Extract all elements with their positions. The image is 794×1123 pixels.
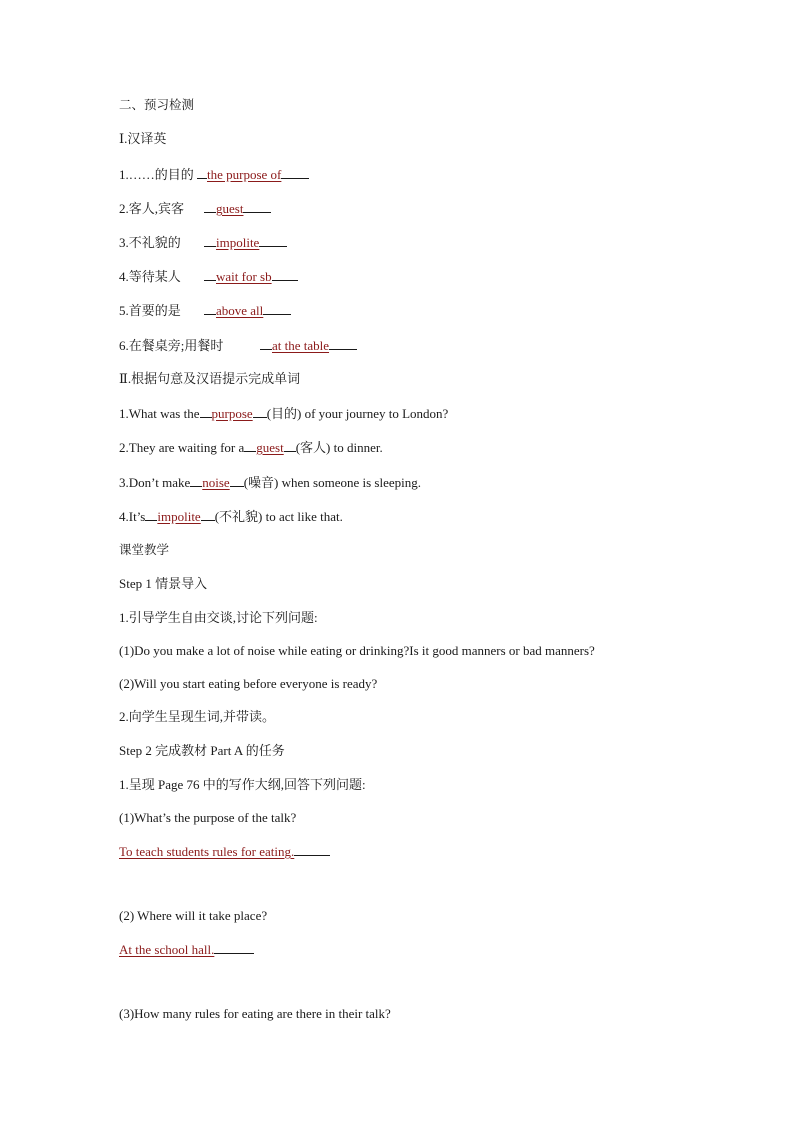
step2-answer-line <box>119 941 254 958</box>
item-answer: above all <box>216 303 264 318</box>
item-answer: guest <box>256 440 284 455</box>
step2-question: (2) Where will it take place? <box>119 908 268 923</box>
step2-title: Step 2 完成教材 Part A 的任务 <box>119 743 285 758</box>
step1-line: (2)Will you start eating before everyone is ready? <box>119 676 378 691</box>
item-before: 2.They are waiting for a <box>119 440 245 455</box>
step2-answer: To teach students rules for eating. <box>119 844 295 859</box>
item-prompt: 4.等待某人 <box>119 269 181 284</box>
part2-item <box>119 405 448 422</box>
section-preview-heading: 二、预习检测 <box>119 97 195 112</box>
item-answer: guest <box>216 201 244 216</box>
part1-item <box>119 234 287 251</box>
item-answer: noise <box>202 475 230 490</box>
item-after: (目的) of your journey to London? <box>266 406 449 421</box>
step2-answer: At the school hall. <box>119 942 215 957</box>
item-after: (客人) to dinner. <box>295 440 383 455</box>
part1-item <box>119 337 357 354</box>
item-answer: at the table <box>272 338 330 353</box>
part1-item <box>119 200 271 217</box>
item-prompt: 1.……的目的 <box>119 167 194 182</box>
item-before: 1.What was the <box>119 406 200 421</box>
item-after: (不礼貌) to act like that. <box>214 509 343 524</box>
part1-item <box>119 268 298 285</box>
item-answer: the purpose of <box>207 167 282 182</box>
step1-line: (1)Do you make a lot of noise while eating or drinking?Is it good manners or bad manners? <box>119 643 595 658</box>
part2-item <box>119 439 383 456</box>
section-class-heading: 课堂教学 <box>119 542 170 557</box>
item-answer: wait for sb <box>216 269 272 284</box>
step2-question: (3)How many rules for eating are there in their talk? <box>119 1006 391 1021</box>
item-prompt: 6.在餐桌旁;用餐时 <box>119 338 224 353</box>
step1-title: Step 1 情景导入 <box>119 576 208 591</box>
item-prompt: 3.不礼貌的 <box>119 235 181 250</box>
item-answer: purpose <box>211 406 253 421</box>
step2-question: (1)What’s the purpose of the talk? <box>119 810 297 825</box>
item-answer: impolite <box>157 509 201 524</box>
item-before: 4.It’s <box>119 509 146 524</box>
part1-item <box>119 166 309 183</box>
item-prompt: 5.首要的是 <box>119 303 181 318</box>
step2-answer-line <box>119 843 330 860</box>
part1-item <box>119 302 291 319</box>
item-answer: impolite <box>216 235 260 250</box>
step1-line: 2.向学生呈现生词,并带读。 <box>119 709 276 724</box>
part2-item <box>119 508 343 525</box>
item-before: 3.Don’t make <box>119 475 191 490</box>
step1-line: 1.引导学生自由交谈,讨论下列问题: <box>119 610 318 625</box>
part2-item <box>119 474 421 491</box>
part2-title: Ⅱ.根据句意及汉语提示完成单词 <box>119 371 301 386</box>
item-after: (噪音) when someone is sleeping. <box>243 475 421 490</box>
step2-intro: 1.呈现 Page 76 中的写作大纲,回答下列问题: <box>119 777 366 792</box>
part1-title: Ⅰ.汉译英 <box>119 131 167 146</box>
item-prompt: 2.客人,宾客 <box>119 201 185 216</box>
